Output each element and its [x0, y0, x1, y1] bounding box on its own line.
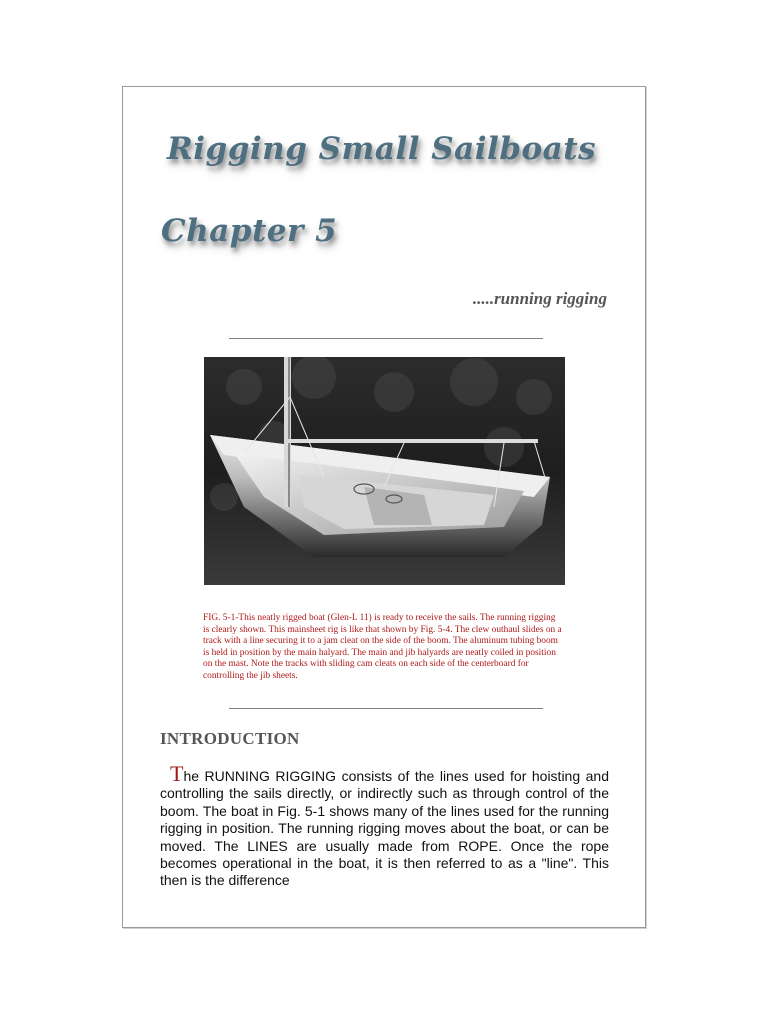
chapter-title: Rigging Small Sailboats — [167, 131, 597, 167]
divider-bottom — [229, 708, 543, 709]
chapter-subtitle: .....running rigging — [472, 289, 607, 308]
document-page — [122, 86, 646, 928]
figure-caption: FIG. 5-1-This neatly rigged boat (Glen-L 11) is ready to receive the sails. The running rigging is clearly shown. This mainsheet rig is like that shown by Fig. 5-4. The clew outhaul slides on a track with a line securing it to a jam cleat on the side of the boom. The aluminum tubing boom is held in position by the main halyard. The main and jib halyards are neatly coiled in position on the mast. Note the tracks with sliding cam cleats on each side of the centerboard for controlling the jib sheets. — [203, 613, 562, 681]
drop-cap: T — [170, 761, 184, 786]
section-heading: INTRODUCTION — [160, 729, 300, 748]
intro-paragraph — [160, 761, 609, 890]
chapter-number: Chapter 5 — [161, 213, 338, 249]
divider-top — [229, 338, 543, 339]
sailboat-photo — [204, 357, 565, 585]
intro-text: he RUNNING RIGGING consists of the lines used for hoisting and controlling the sails directly, or indirectly such as through control of the boom. The boat in Fig. 5-1 shows many of the lines used for the running rigging in position. The running rigging moves about the boat, or can be moved. The LINES are usually made from ROPE. Once the rope becomes operational in the boat, it is then referred to as a "line". This then is the difference — [160, 768, 609, 889]
